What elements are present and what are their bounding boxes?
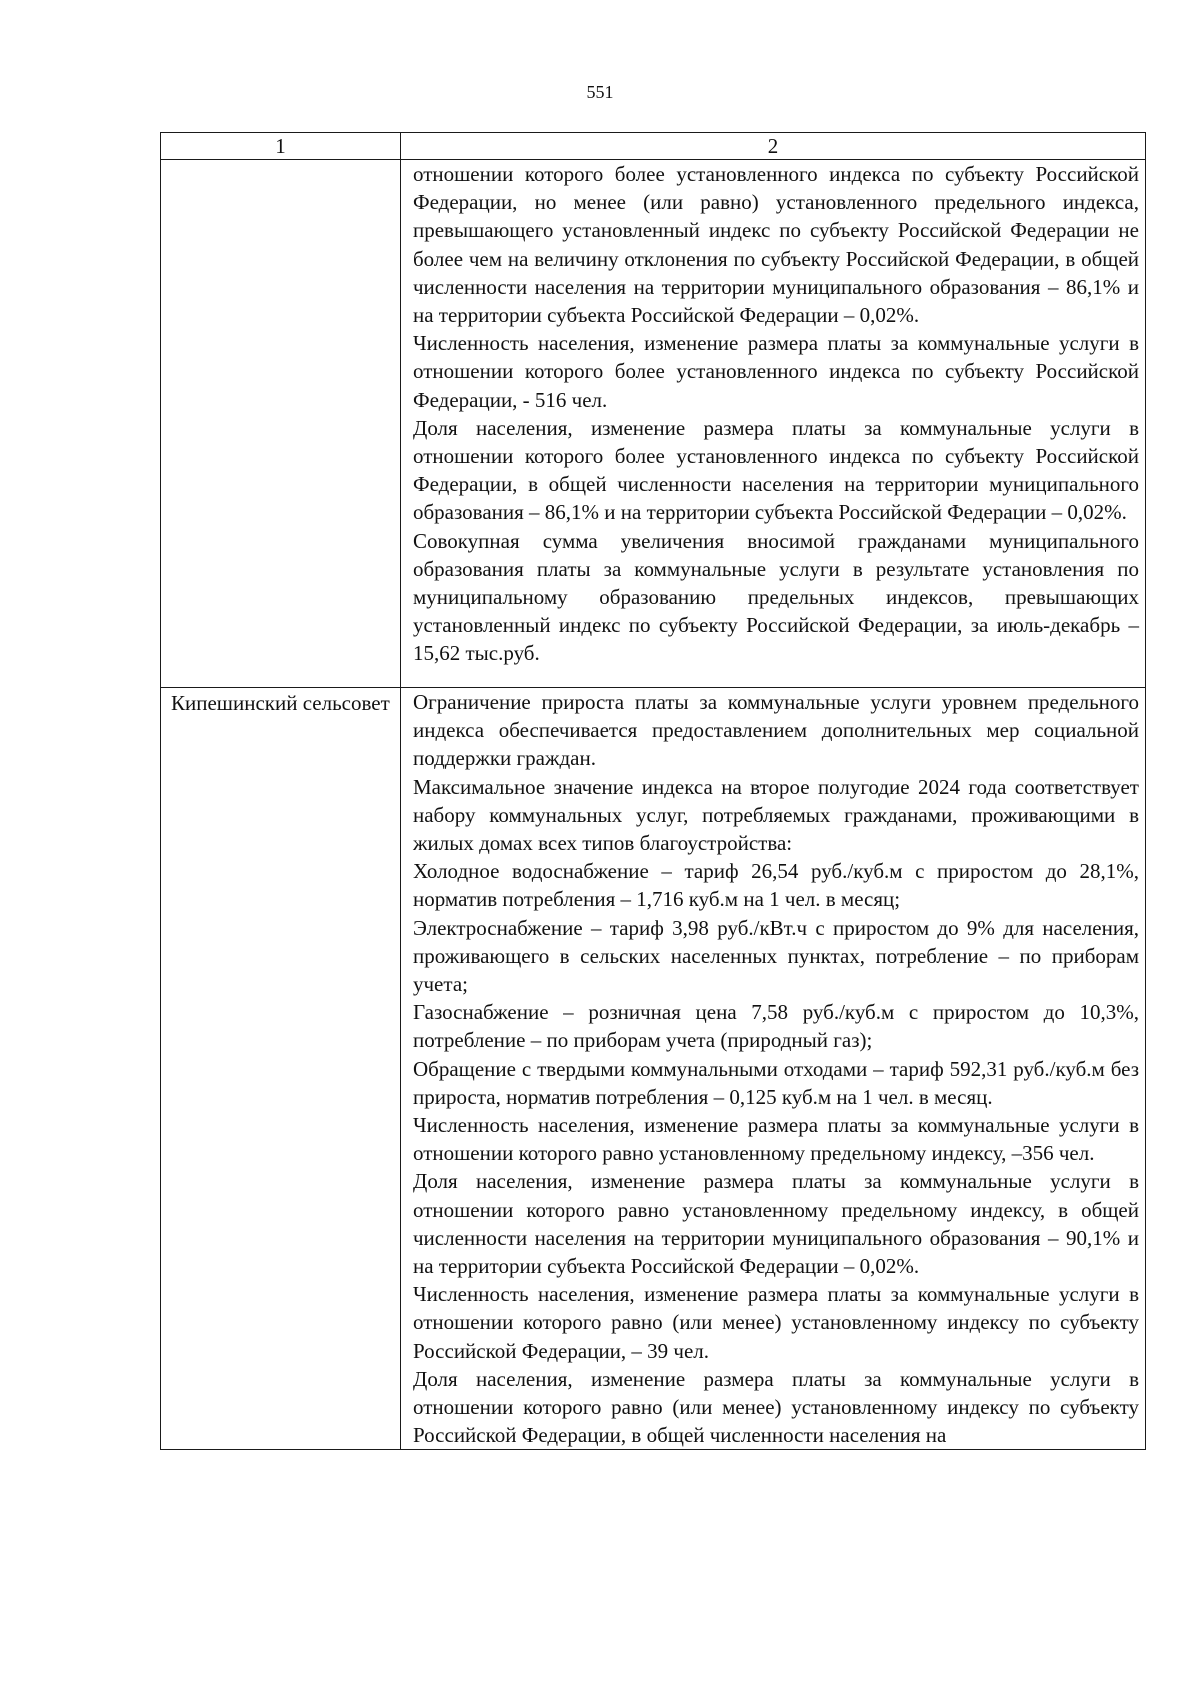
- paragraph: Численность населения, изменение размера платы за коммунальные услуги в отношении которого равно (или менее) установленному индексу по субъекту Российской Федерации, – 39 чел.: [413, 1282, 1139, 1363]
- paragraph: Электроснабжение – тариф 3,98 руб./кВт.ч с приростом до 9% для населения, проживающего в сельских населенных пунктах, потребление – по приборам учета;: [413, 915, 1139, 997]
- table-row: [161, 160, 1146, 688]
- paragraph: Обращение с твердыми коммунальными отходами – тариф 592,31 руб./куб.м без прироста, норматив потребления – 0,125 куб.м на 1 чел. в месяц.: [413, 1056, 1139, 1109]
- paragraph: Газоснабжение – розничная цена 7,58 руб./куб.м с приростом до 10,3%, потребление – по приборам учета (природный газ);: [413, 1000, 1139, 1053]
- table-row: [161, 688, 1146, 1450]
- region-name: [161, 160, 401, 688]
- paragraph: Доля населения, изменение размера платы за коммунальные услуги в отношении которого равно (или менее) установленному индексу по субъекту Российской Федерации, в общей численности населения на: [413, 1366, 1139, 1448]
- paragraph: Численность населения, изменение размера платы за коммунальные услуги в отношении которого равно установленному предельному индексу, –356 чел.: [413, 1113, 1139, 1166]
- paragraph: Холодное водоснабжение – тариф 26,54 руб./куб.м с приростом до 28,1%, норматив потребления – 1,716 куб.м на 1 чел. в месяц;: [413, 859, 1139, 912]
- table-header-row: [161, 133, 1146, 160]
- paragraph: Численность населения, изменение размера платы за коммунальные услуги в отношении которого более установленного индекса по субъекту Российской Федерации, - 516 чел.: [413, 331, 1139, 412]
- column-header-1: 1: [161, 133, 401, 160]
- row-text-cell: [401, 688, 1146, 1450]
- paragraph: Максимальное значение индекса на второе полугодие 2024 года соответствует набору коммунальных услуг, потребляемых гражданами, проживающими в жилых домах всех типов благоустройства:: [413, 774, 1139, 856]
- paragraph: Доля населения, изменение размера платы за коммунальные услуги в отношении которого равно установленному предельному индексу, в общей численности населения на территории муниципального образования – 90,1% и на территории субъекта Российской Федерации – 0,02%.: [413, 1169, 1139, 1279]
- paragraph: Доля населения, изменение размера платы за коммунальные услуги в отношении которого более установленного индекса по субъекту Российской Федерации, в общей численности населения на территории муниципального образования – 86,1% и на территории субъекта Российской Федерации – 0,02%.: [413, 415, 1139, 525]
- column-header-2: 2: [401, 133, 1146, 160]
- row-text-cell: [401, 160, 1146, 688]
- paragraph: Ограничение прироста платы за коммунальные услуги уровнем предельного индекса обеспечивается предоставлением дополнительных мер социальной поддержки граждан.: [413, 690, 1139, 771]
- region-name: Кипешинский сельсовет: [161, 688, 401, 1450]
- paragraph: Совокупная сумма увеличения вносимой гражданами муниципального образования платы за коммунальные услуги в результате установления по муниципальному образованию предельных индексов, превышающих установленный индекс по субъекту Российской Федерации, за июль-декабрь – 15,62 тыс.руб.: [413, 528, 1139, 666]
- page-number: 551: [586, 82, 614, 102]
- document-table: [160, 132, 1146, 1450]
- paragraph: отношении которого более установленного индекса по субъекту Российской Федерации, но менее (или равно) установленного предельного индекса, превышающего установленный индекс по субъекту Российской Федерации не более чем на величину отклонения по субъекту Российской Федерации, в общей численности населения на территории муниципального образования – 86,1% и на территории субъекта Российской Федерации – 0,02%.: [413, 162, 1139, 328]
